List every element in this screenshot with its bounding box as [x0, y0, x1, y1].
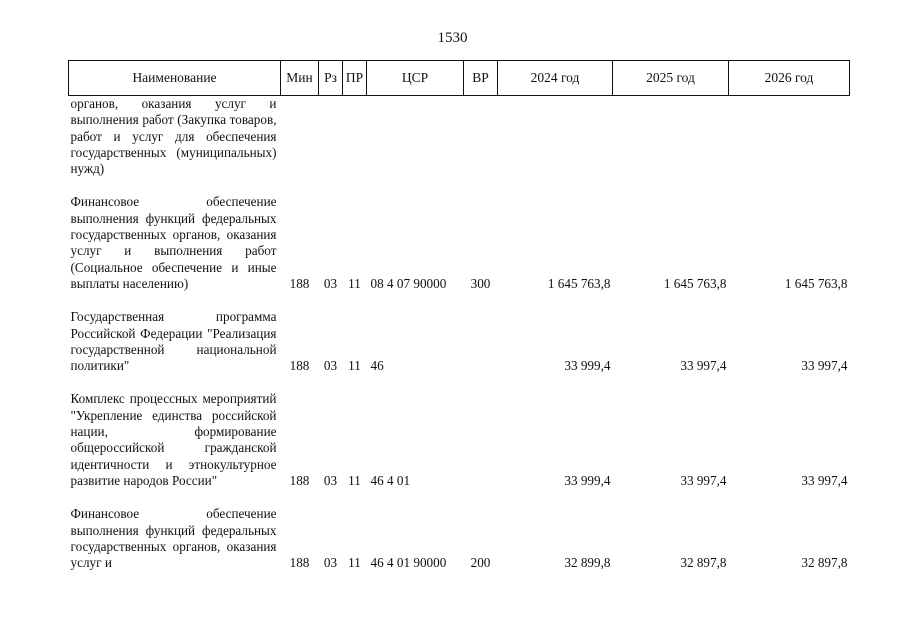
row-2026: 33 997,4: [801, 358, 848, 374]
row-spacer: [69, 374, 850, 391]
col-header-2025: 2025 год: [613, 61, 729, 96]
row-2026: 32 897,8: [801, 555, 848, 571]
row-min: 188: [289, 555, 310, 571]
table-row: [69, 194, 850, 292]
row-2024: 1 645 763,8: [547, 275, 611, 291]
row-2024: 33 999,4: [564, 358, 611, 374]
row-rz: 03: [323, 472, 338, 488]
row-pr: 11: [348, 358, 361, 374]
row-vr: [464, 96, 498, 178]
row-2024: [498, 96, 613, 178]
row-rz: 03: [323, 358, 338, 374]
row-2024: 32 899,8: [564, 555, 611, 571]
row-vr: [464, 391, 498, 489]
table-row: [69, 96, 850, 178]
row-spacer: [69, 177, 850, 194]
row-2026: 1 645 763,8: [784, 275, 848, 291]
row-pr: 11: [348, 555, 361, 571]
row-min: 188: [289, 358, 310, 374]
row-2026: 33 997,4: [801, 472, 848, 488]
row-csr: 46 4 01 90000: [370, 555, 447, 571]
col-header-2026: 2026 год: [729, 61, 850, 96]
row-rz: [319, 96, 343, 178]
col-header-vr: ВР: [464, 61, 498, 96]
table-row: [69, 309, 850, 374]
row-2025: [613, 96, 729, 178]
col-header-name: Наименование: [69, 61, 281, 96]
row-2024: 33 999,4: [564, 472, 611, 488]
row-pr: [343, 96, 367, 178]
table-row: [69, 506, 850, 571]
row-vr: [464, 309, 498, 374]
row-spacer: [69, 489, 850, 506]
row-min: [281, 96, 319, 178]
row-csr: 46: [370, 358, 384, 374]
table-row: [69, 391, 850, 489]
row-rz: 03: [323, 275, 338, 291]
row-2026: [729, 96, 850, 178]
row-min: 188: [289, 472, 310, 488]
row-vr: 300: [470, 275, 491, 291]
row-min: 188: [289, 275, 310, 291]
row-pr: 11: [348, 472, 361, 488]
row-csr: 08 4 07 90000: [370, 275, 447, 291]
col-header-rz: Рз: [319, 61, 343, 96]
row-2025: 33 997,4: [680, 358, 727, 374]
row-csr: 46 4 01: [370, 472, 411, 488]
row-2025: 32 897,8: [680, 555, 727, 571]
row-name: Комплекс процессных мероприятий "Укрепление единства российской нации, формирование общероссийской гражданской идентичности и этнокультурное развитие народов России": [70, 391, 277, 488]
row-2025: 33 997,4: [680, 472, 727, 488]
col-header-min: Мин: [281, 61, 319, 96]
row-pr: 11: [348, 275, 361, 291]
col-header-csr: ЦСР: [367, 61, 464, 96]
row-rz: 03: [323, 555, 338, 571]
page-number: 1530: [437, 30, 468, 46]
row-spacer: [69, 292, 850, 309]
row-name: органов, оказания услуг и выполнения работ (Закупка товаров, работ и услуг для обеспечения государственных (муниципальных) нужд): [70, 96, 277, 177]
row-name: Финансовое обеспечение выполнения функций федеральных государственных органов, оказания услуг и выполнения работ (Социальное обеспечение и иные выплаты населению): [70, 194, 277, 291]
row-name: Государственная программа Российской Федерации "Реализация государственной национальной политики": [70, 309, 277, 374]
row-2025: 1 645 763,8: [663, 275, 727, 291]
budget-table: [68, 60, 850, 571]
col-header-2024: 2024 год: [498, 61, 613, 96]
row-csr: [367, 96, 464, 178]
table-header-row: [69, 61, 850, 96]
row-name: Финансовое обеспечение выполнения функций федеральных государственных органов, оказания услуг и: [70, 506, 277, 571]
col-header-pr: ПР: [343, 61, 367, 96]
row-vr: 200: [470, 555, 491, 571]
